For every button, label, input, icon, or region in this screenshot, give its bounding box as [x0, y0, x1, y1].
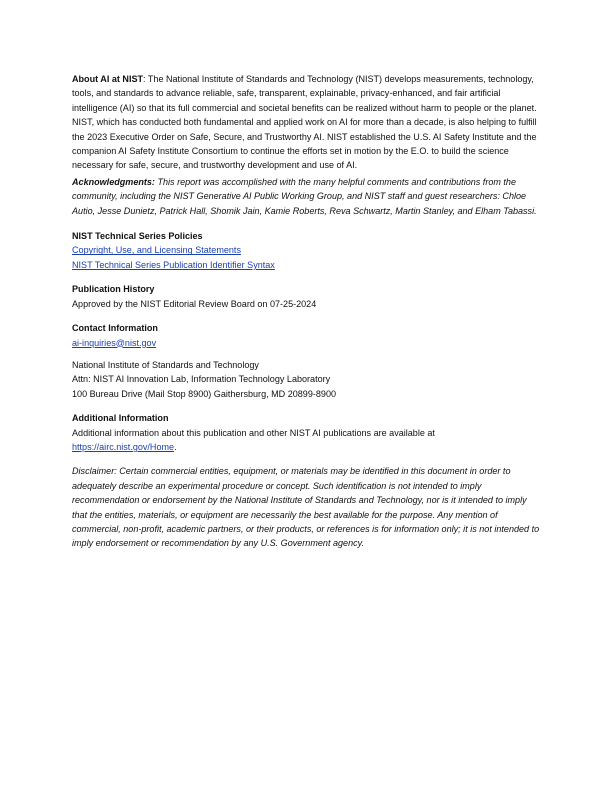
additional-period: .	[174, 441, 177, 452]
disclaimer-text: Certain commercial entities, equipment, or materials may be identified in this document in order to adequately describe an experimental procedure or concept. Such identification is not intended to imply recommendation or endorsement by the National Institute of Standards and Technology, nor is it intended to imply that the entities, materials, or equipment are necessarily the best available for the purpose. Any mention of commercial, non-profit, academic partners, or their products, or references is for information only; it is not intended to imply endorsement or recommendation by any U.S. Government agency.	[72, 466, 540, 549]
about-text: : The National Institute of Standards and Technology (NIST) develops measurements, technology, tools, and standards to advance reliable, safe, transparent, explainable, privacy-enhanced, and fair artificial intelligence (AI) so that its full commercial and societal benefits can be realized without harm to people or the planet. NIST, which has conducted both fundamental and applied work on AI for more than a decade, is also helping to fulfill the 2023 Executive Order on Safe, Secure, and Trustworthy AI. NIST established the U.S. AI Safety Institute and the companion AI Safety Institute Consortium to continue the efforts set in motion by the E.O. to build the science necessary for safe, secure, and trustworthy development and use of AI.	[72, 74, 537, 171]
disclaimer-paragraph	[72, 464, 542, 550]
acknowledgments-label: Acknowledgments:	[72, 176, 155, 187]
about-label: About AI at NIST	[72, 74, 144, 84]
history-text: Approved by the NIST Editorial Review Board on 07-25-2024	[72, 298, 317, 309]
address-line-1: National Institute of Standards and Technology	[72, 359, 259, 370]
additional-heading: Additional Information	[72, 413, 169, 424]
policies-section	[72, 229, 542, 272]
address-line-2: Attn: NIST AI Innovation Lab, Information Technology Laboratory	[72, 374, 331, 385]
additional-text-paragraph	[72, 426, 542, 455]
policies-link1-line	[72, 243, 542, 257]
contact-heading: Contact Information	[72, 323, 158, 334]
disclaimer-label: Disclaimer:	[72, 466, 117, 477]
history-section	[72, 282, 542, 311]
contact-email-link[interactable]: ai-inquiries@nist.gov	[72, 337, 157, 348]
document-page	[72, 72, 542, 551]
address-line-3: 100 Bureau Drive (Mail Stop 8900) Gaithersburg, MD 20899-8900	[72, 388, 337, 399]
acknowledgments-text: This report was accomplished with the many helpful comments and contributions from the community, including the NIST Generative AI Public Working Group, and NIST staff and guest researchers: Chloe Autio, Jesse Dunietz, Patrick Hall, Shomik Jain, Kamie Roberts, Reva Schwartz, Martin Stanley, and Elham Tabassi.	[72, 176, 537, 216]
policies-heading: NIST Technical Series Policies	[72, 231, 203, 242]
policies-link2-line	[72, 258, 542, 272]
additional-text: Additional information about this publication and other NIST AI publications are available at	[72, 427, 435, 438]
copyright-link[interactable]: Copyright, Use, and Licensing Statements	[72, 245, 241, 256]
airc-link[interactable]: https://airc.nist.gov/Home	[72, 441, 175, 452]
additional-section	[72, 411, 542, 454]
history-heading: Publication History	[72, 284, 155, 295]
contact-email-line	[72, 336, 542, 350]
about-paragraph	[72, 72, 542, 173]
contact-section	[72, 321, 542, 401]
identifier-syntax-link[interactable]: NIST Technical Series Publication Identifier Syntax	[72, 259, 275, 270]
acknowledgments-paragraph	[72, 175, 542, 218]
